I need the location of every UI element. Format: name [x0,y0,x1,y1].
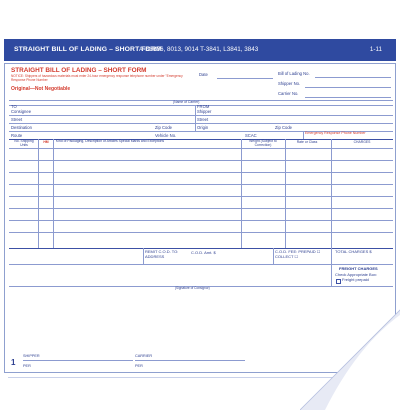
scac-label: SCAC [245,133,257,138]
shipper-label: Shipper [197,109,212,114]
table-row[interactable] [9,172,393,173]
col-hm-header: HM [43,140,49,144]
table-row[interactable] [9,232,393,233]
destination-zip-label: Zip Code [155,125,172,130]
cod-amount-label: C.O.D. Amt. $ [191,250,216,255]
bill-no-label: Bill of Lading No. [278,71,310,76]
col-rate-header: Rate or Class [296,140,318,144]
header-number: 1-11 [369,46,382,53]
rule [143,248,144,264]
placard-certification-text [145,332,275,354]
col-charges-header: CHARGES [353,140,371,144]
shipper-signature-line[interactable] [23,360,133,361]
carrier-per-label: PER [135,364,143,368]
rule [9,264,393,265]
route-label: Route [11,133,23,138]
rule [273,248,274,264]
page-curl-corner [300,300,400,410]
shipper-signature-label: SHIPPER [23,354,40,358]
table-row[interactable] [9,220,393,221]
col-desc-header: Kind of Packaging, Description of Articles Special Marks and Exceptions [55,139,165,143]
signature-of-consignor: (Signature of Consignor) [175,286,210,290]
rule [9,148,393,149]
destination-label: Destination [11,125,32,130]
col-weight-header: Weight (Subject to Correction) [249,139,277,147]
table-row[interactable] [9,160,393,161]
origin-zip-label: Zip Code [275,125,292,130]
consignee-street-label: Street [11,117,23,122]
check-box-label: Check Appropriate Box: [335,272,378,277]
shipper-per-label: PER [23,364,31,368]
header-title: STRAIGHT BILL OF LADING – SHORT FORM [14,46,162,53]
header-codes: A-B3876, 8013, 9014 T-3841, L3841, 3843 [139,46,259,53]
curl-underlay [300,300,400,410]
carrier-signature-label: CARRIER [135,354,153,358]
vehicle-no-label: Vehicle No. [155,133,177,138]
rule [9,115,393,116]
freight-prepaid-label: Freight prepaid [342,277,369,282]
hazmat-certification-text [11,332,141,354]
original-not-negotiable: Original—Not Negotiable [11,86,71,92]
shipper-no-field[interactable] [305,87,391,88]
table-row[interactable] [9,208,393,209]
consignee-label: Consignee [11,109,32,114]
legal-text-block [11,292,301,332]
freight-charges-label: FREIGHT CHARGES [339,266,378,271]
name-of-carrier-label: (Name of Carrier) [173,100,200,104]
total-charges-label: TOTAL CHARGES $ [335,249,372,254]
rule [303,131,304,139]
shipper-street-label: Street [197,117,209,122]
hazmat-notice: NOTICE: Shippers of hazardous materials must enter 24-hour emergency response telephone number under "Emergency Response Phone Number [11,74,183,82]
bill-no-field[interactable] [315,77,391,78]
date-label: Date [199,72,208,77]
from-label: FROM [197,104,210,109]
remit-cod-label: REMIT C.O.D. TO: ADDRESS [145,249,179,259]
page-mark: 1 [11,358,16,367]
carrier-no-label: Carrier No. [278,91,299,96]
carrier-no-field[interactable] [305,97,391,98]
fine-print-block [143,266,329,286]
table-row[interactable] [9,196,393,197]
rule [331,248,332,264]
rule [331,264,332,286]
header-bar [4,39,396,61]
date-field[interactable] [217,78,273,79]
origin-label: Origin [197,125,209,130]
carrier-name-line[interactable] [9,100,393,101]
form-title: STRAIGHT BILL OF LADING – SHORT FORM [11,67,147,74]
to-label: TO [11,104,17,109]
cod-fee-label: C.O.D. FEE: PREPAID ☐ COLLECT ☐ [275,249,321,259]
col-units-header: No. Shipping Units [14,139,34,147]
shipper-no-label: Shipper No. [278,81,301,86]
fine-print-block [11,250,141,264]
rule [195,105,196,131]
rule [9,123,393,124]
table-row[interactable] [9,184,393,185]
emergency-phone-label: Emergency Response Phone Number [305,131,366,135]
freight-prepaid-checkbox[interactable] [336,279,341,284]
carrier-signature-line[interactable] [135,360,245,361]
